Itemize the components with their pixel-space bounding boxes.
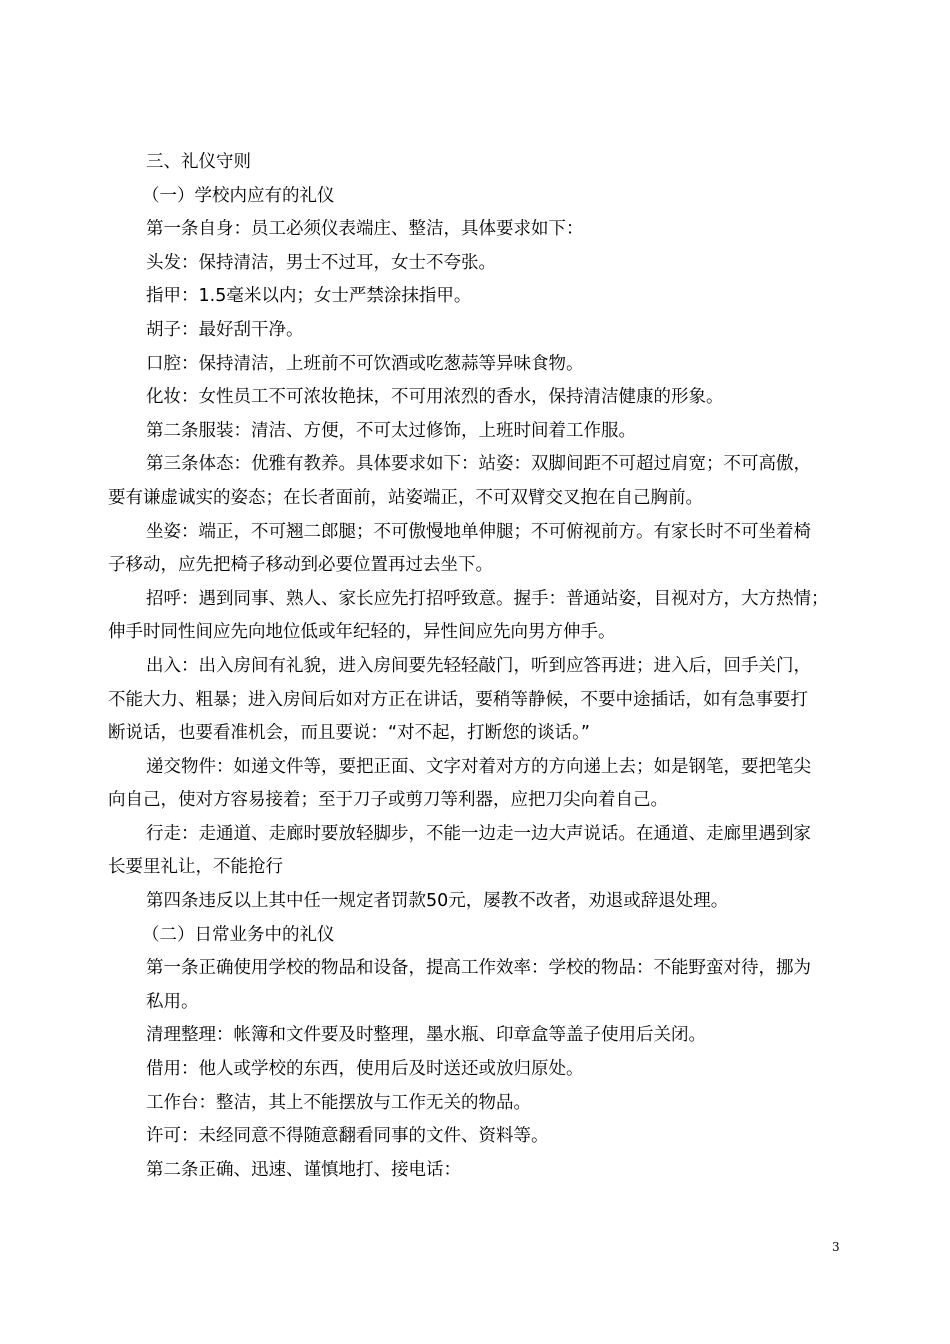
paragraph-line: 工作台：整洁，其上不能摆放与工作无关的物品。: [146, 1092, 531, 1113]
paragraph-line: 坐姿：端正，不可翘二郎腿；不可傲慢地单伸腿；不可俯视前方。有家长时不可坐着椅: [146, 521, 811, 542]
paragraph-line: 招呼：遇到同事、熟人、家长应先打招呼致意。握手：普通站姿，目视对方，大方热情；: [146, 588, 829, 609]
subsection-heading: （二）日常业务中的礼仪: [142, 924, 335, 945]
paragraph-line: 许可：未经同意不得随意翻看同事的文件、资料等。: [146, 1126, 549, 1147]
paragraph-line: 私用。: [146, 991, 199, 1012]
paragraph-line: 第二条服装：清洁、方便，不可太过修饰，上班时间着工作服。: [146, 420, 636, 441]
page-number: 3: [832, 1240, 840, 1254]
paragraph-line: 第四条违反以上其中任一规定者罚款50元，屡教不改者，劝退或辞退处理。: [146, 891, 729, 912]
document-body: [108, 146, 852, 1187]
paragraph-line: 胡子：最好刮干净。: [146, 319, 304, 340]
paragraph-line: 伸手时同性间应先向地位低或年纪轻的，异性间应先向男方伸手。: [108, 622, 616, 643]
paragraph-line: 第一条正确使用学校的物品和设备，提高工作效率：学校的物品：不能野蛮对待，挪为: [146, 958, 811, 979]
paragraph-line: 不能大力、粗暴；进入房间后如对方正在讲话，要稍等静候，不要中途插话，如有急事要打: [108, 689, 808, 710]
paragraph-line: 借用：他人或学校的东西，使用后及时送还或放归原处。: [146, 1059, 584, 1080]
paragraph-line: 指甲：1.5毫米以内；女士严禁涂抹指甲。: [146, 286, 472, 307]
paragraph-line: 第二条正确、迅速、谨慎地打、接电话：: [146, 1159, 461, 1180]
paragraph-line: 第一条自身：员工必须仪表端庄、整洁，具体要求如下：: [146, 219, 584, 240]
paragraph-line: 化妆：女性员工不可浓妆艳抹，不可用浓烈的香水，保持清洁健康的形象。: [146, 387, 724, 408]
paragraph-line: 向自己，使对方容易接着；至于刀子或剪刀等利器，应把刀尖向着自己。: [108, 790, 668, 811]
paragraph-line: 行走：走通道、走廊时要放轻脚步，不能一边走一边大声说话。在通道、走廊里遇到家: [146, 823, 811, 844]
paragraph-line: 要有谦虚诚实的姿态；在长者面前，站姿端正，不可双臂交叉抱在自己胸前。: [108, 487, 703, 508]
paragraph-line: 清理整理：帐簿和文件要及时整理，墨水瓶、印章盒等盖子使用后关闭。: [146, 1025, 706, 1046]
paragraph-line: 子移动，应先把椅子移动到必要位置再过去坐下。: [108, 555, 493, 576]
paragraph-line: 口腔：保持清洁，上班前不可饮酒或吃葱蒜等异味食物。: [146, 353, 584, 374]
paragraph-line: 头发：保持清洁，男士不过耳，女士不夸张。: [146, 252, 496, 273]
section-heading: 三、礼仪守则: [146, 152, 251, 172]
paragraph-line: 第三条体态：优雅有教养。具体要求如下：站姿：双脚间距不可超过肩宽；不可高傲，: [146, 454, 811, 475]
paragraph-line: 递交物件：如递文件等，要把正面、文字对着对方的方向递上去；如是钢笔，要把笔尖: [146, 756, 811, 777]
subsection-heading: （一）学校内应有的礼仪: [142, 185, 335, 206]
paragraph-line: 长要里礼让，不能抢行: [108, 857, 283, 878]
paragraph-line: 出入：出入房间有礼貌，进入房间要先轻轻敲门，听到应答再进；进入后，回手关门，: [146, 655, 811, 676]
paragraph-line: 断说话，也要看准机会，而且要说：“对不起，打断您的谈话。”: [108, 723, 590, 744]
